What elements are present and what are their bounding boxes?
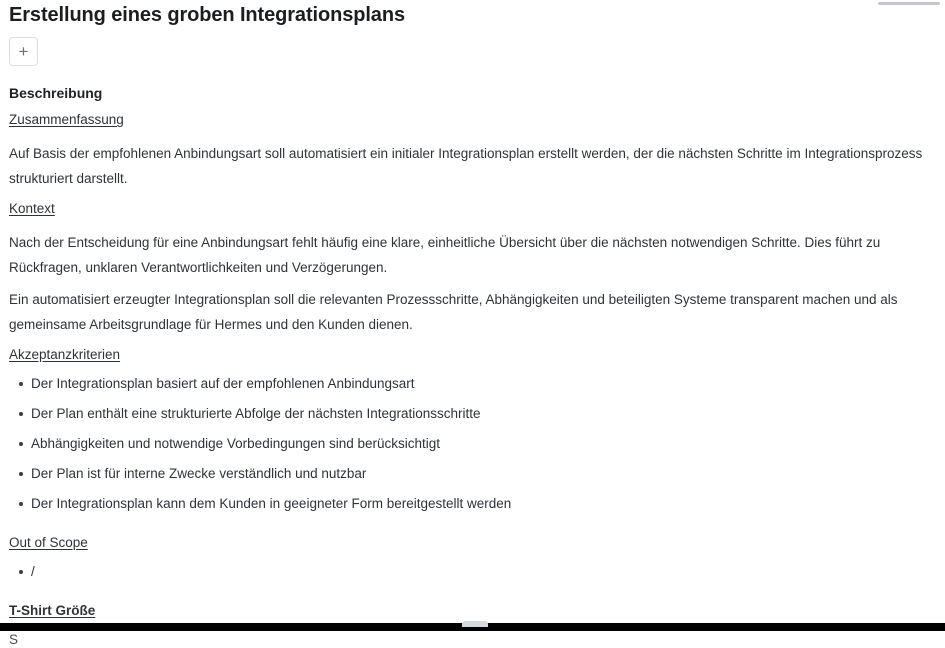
tshirt-size-heading-label: T-Shirt Größe <box>9 603 96 618</box>
acceptance-criteria-heading-label: Akzeptanzkriterien <box>9 347 121 362</box>
context-heading-label: Kontext <box>9 201 55 216</box>
list-item: Der Plan ist für interne Zwecke verständlich und nutzbar <box>0 465 945 495</box>
tshirt-size-heading <box>0 593 945 619</box>
tshirt-size-value: S <box>9 632 19 647</box>
add-button[interactable]: + <box>9 37 38 66</box>
list-item: / <box>0 563 945 593</box>
out-of-scope-list <box>0 551 945 593</box>
acceptance-criteria-heading <box>0 337 945 363</box>
add-button-row <box>0 27 945 66</box>
context-heading <box>0 191 945 217</box>
description-section-title: Beschreibung <box>9 85 103 101</box>
list-item: Abhängigkeiten und notwendige Vorbedingungen sind berücksichtigt <box>0 435 945 465</box>
summary-heading-label: Zusammenfassung <box>9 112 124 127</box>
out-of-scope-heading-label: Out of Scope <box>9 535 88 550</box>
list-item: Der Plan enthält eine strukturierte Abfolge der nächsten Integrationsschritte <box>0 405 945 435</box>
page-title: Erstellung eines groben Integrationsplans <box>9 4 405 26</box>
bottom-drag-handle[interactable] <box>462 621 488 627</box>
bottom-bar <box>0 623 945 631</box>
summary-paragraph: Auf Basis der empfohlenen Anbindungsart soll automatisiert ein initialer Integrationsplan erstellt werden, der die nächsten Schritte im Integrationsprozess strukturiert darstellt. <box>9 146 923 186</box>
summary-heading <box>0 102 945 128</box>
out-of-scope-heading <box>0 525 945 551</box>
list-item: Der Integrationsplan kann dem Kunden in geeigneter Form bereitgestellt werden <box>0 495 945 525</box>
list-item: Der Integrationsplan basiert auf der empfohlenen Anbindungsart <box>0 375 945 405</box>
context-paragraph-1: Nach der Entscheidung für eine Anbindungsart fehlt häufig eine klare, einheitliche Übersicht über die nächsten notwendigen Schritte. Dies führt zu Rückfragen, unklaren Verantwortlichkeiten und Verzögerungen. <box>9 235 881 275</box>
acceptance-criteria-list <box>0 363 945 525</box>
context-paragraph-2: Ein automatisiert erzeugter Integrationsplan soll die relevanten Prozessschritte, Abhängigkeiten und beteiligten Systeme transparent machen und als gemeinsame Arbeitsgrundlage für Hermes und den Kunden dienen. <box>9 292 898 332</box>
